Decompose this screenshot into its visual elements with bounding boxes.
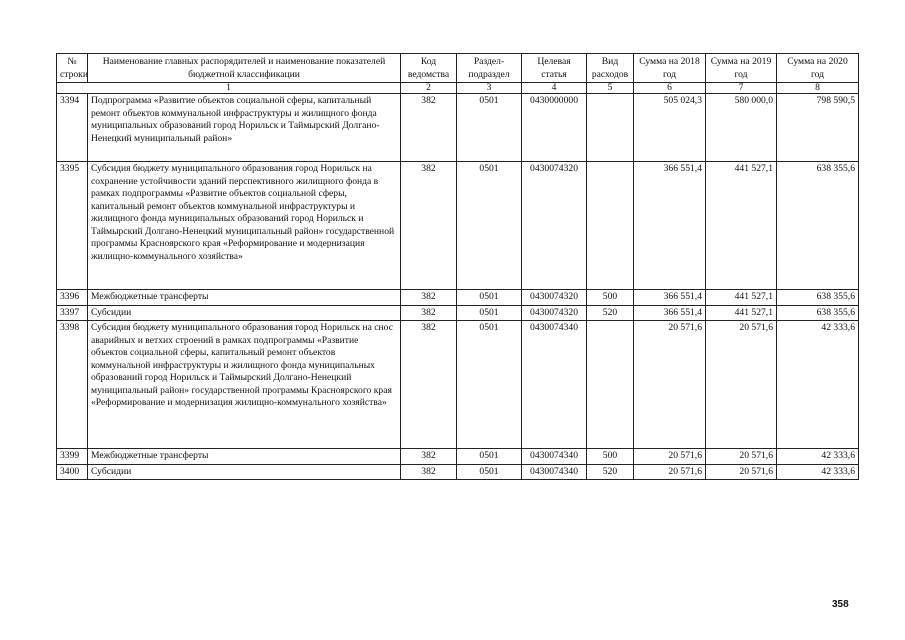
table-row bbox=[57, 464, 859, 480]
row-type: 520 bbox=[587, 305, 634, 321]
column-index-cell: 4 bbox=[522, 83, 587, 94]
column-index-cell: 7 bbox=[706, 83, 777, 94]
row-type bbox=[587, 162, 634, 290]
row-sum2018: 20 571,6 bbox=[634, 449, 706, 465]
column-index-cell: 6 bbox=[634, 83, 706, 94]
row-num: 3394 bbox=[57, 94, 88, 162]
row-name: Субсидии bbox=[88, 305, 401, 321]
column-index-cell: 1 bbox=[57, 83, 401, 94]
row-num: 3396 bbox=[57, 290, 88, 306]
row-name: Подпрограмма «Развитие объектов социальной сферы, капитальный ремонт объектов коммунальной инфраструктуры и жилищного фонда муниципальных образований город Норильск и Таймырский Долгано-Ненецкий муниципальный район» bbox=[88, 94, 401, 162]
row-section: 0501 bbox=[457, 94, 522, 162]
row-target: 0430074320 bbox=[522, 290, 587, 306]
header-sum2019: Сумма на 2019 год bbox=[706, 54, 777, 83]
row-sum2019: 20 571,6 bbox=[706, 449, 777, 465]
column-index-cell: 3 bbox=[457, 83, 522, 94]
row-sum2020: 638 355,6 bbox=[777, 290, 859, 306]
table-row bbox=[57, 162, 859, 290]
row-sum2019: 441 527,1 bbox=[706, 162, 777, 290]
column-index-row bbox=[57, 83, 859, 94]
row-num: 3399 bbox=[57, 449, 88, 465]
row-code: 382 bbox=[401, 449, 457, 465]
row-sum2019: 20 571,6 bbox=[706, 464, 777, 480]
header-name: Наименование главных распорядителей и наименование показателей бюджетной классификации bbox=[88, 54, 401, 83]
header-sum2018: Сумма на 2018 год bbox=[634, 54, 706, 83]
column-index-cell: 2 bbox=[401, 83, 457, 94]
header-type: Вид расходов bbox=[587, 54, 634, 83]
row-sum2019: 441 527,1 bbox=[706, 290, 777, 306]
row-sum2020: 42 333,6 bbox=[777, 449, 859, 465]
row-section: 0501 bbox=[457, 162, 522, 290]
row-num: 3400 bbox=[57, 464, 88, 480]
row-type: 520 bbox=[587, 464, 634, 480]
row-sum2020: 638 355,6 bbox=[777, 162, 859, 290]
row-name: Субсидия бюджету муниципального образования город Норильск на сохранение устойчивости зданий перспективного жилищного фонда в рамках подпрограммы «Развитие объектов социальной сферы, капитальный ремонт объектов коммунальной инфраструктуры и жилищного фонда муниципальных образований город Норильск и Таймырский Долгано-Ненецкий муниципальный район» государственной программы Красноярского края «Реформирование и модернизация жилищно-коммунального хозяйства» bbox=[88, 162, 401, 290]
row-section: 0501 bbox=[457, 305, 522, 321]
row-code: 382 bbox=[401, 464, 457, 480]
row-code: 382 bbox=[401, 162, 457, 290]
header-row bbox=[57, 54, 859, 83]
row-target: 0430074340 bbox=[522, 449, 587, 465]
row-section: 0501 bbox=[457, 464, 522, 480]
row-type bbox=[587, 94, 634, 162]
row-num: 3395 bbox=[57, 162, 88, 290]
row-section: 0501 bbox=[457, 449, 522, 465]
row-code: 382 bbox=[401, 305, 457, 321]
row-sum2018: 20 571,6 bbox=[634, 464, 706, 480]
row-sum2018: 366 551,4 bbox=[634, 162, 706, 290]
row-num: 3397 bbox=[57, 305, 88, 321]
row-type: 500 bbox=[587, 290, 634, 306]
row-code: 382 bbox=[401, 290, 457, 306]
row-section: 0501 bbox=[457, 290, 522, 306]
row-sum2019: 20 571,6 bbox=[706, 321, 777, 449]
table-row bbox=[57, 449, 859, 465]
row-target: 0430074320 bbox=[522, 305, 587, 321]
row-sum2020: 798 590,5 bbox=[777, 94, 859, 162]
row-name: Межбюджетные трансферты bbox=[88, 290, 401, 306]
header-sum2020: Сумма на 2020 год bbox=[777, 54, 859, 83]
row-type: 500 bbox=[587, 449, 634, 465]
row-type bbox=[587, 321, 634, 449]
row-sum2019: 580 000,0 bbox=[706, 94, 777, 162]
row-sum2020: 638 355,6 bbox=[777, 305, 859, 321]
row-code: 382 bbox=[401, 321, 457, 449]
row-code: 382 bbox=[401, 94, 457, 162]
row-name: Субсидия бюджету муниципального образования город Норильск на снос аварийных и ветхих строений в рамках подпрограммы «Развитие объектов социальной сферы, капитальный ремонт объектов коммунальной инфраструктуры и жилищного фонда муниципальных образований город Норильск и Таймырский Долгано-Ненецкий муниципальный район» государственной программы Красноярского края «Реформирование и модернизация жилищно-коммунального хозяйства» bbox=[88, 321, 401, 449]
row-sum2020: 42 333,6 bbox=[777, 464, 859, 480]
row-sum2019: 441 527,1 bbox=[706, 305, 777, 321]
column-index-cell: 5 bbox=[587, 83, 634, 94]
row-name: Субсидии bbox=[88, 464, 401, 480]
row-name: Межбюджетные трансферты bbox=[88, 449, 401, 465]
header-code: Код ведомства bbox=[401, 54, 457, 83]
header-num: № строки bbox=[57, 54, 88, 83]
row-section: 0501 bbox=[457, 321, 522, 449]
row-target: 0430074320 bbox=[522, 162, 587, 290]
table-row bbox=[57, 290, 859, 306]
row-sum2018: 366 551,4 bbox=[634, 290, 706, 306]
column-index-cell: 8 bbox=[777, 83, 859, 94]
row-num: 3398 bbox=[57, 321, 88, 449]
row-sum2020: 42 333,6 bbox=[777, 321, 859, 449]
row-sum2018: 366 551,4 bbox=[634, 305, 706, 321]
table-row bbox=[57, 321, 859, 449]
table-row bbox=[57, 305, 859, 321]
budget-table bbox=[56, 53, 859, 480]
row-target: 0430074340 bbox=[522, 464, 587, 480]
table-row bbox=[57, 94, 859, 162]
row-target: 0430000000 bbox=[522, 94, 587, 162]
row-target: 0430074340 bbox=[522, 321, 587, 449]
row-sum2018: 505 024,3 bbox=[634, 94, 706, 162]
header-target: Целевая статья bbox=[522, 54, 587, 83]
row-sum2018: 20 571,6 bbox=[634, 321, 706, 449]
page-number: 358 bbox=[832, 599, 849, 610]
header-section: Раздел-подраздел bbox=[457, 54, 522, 83]
